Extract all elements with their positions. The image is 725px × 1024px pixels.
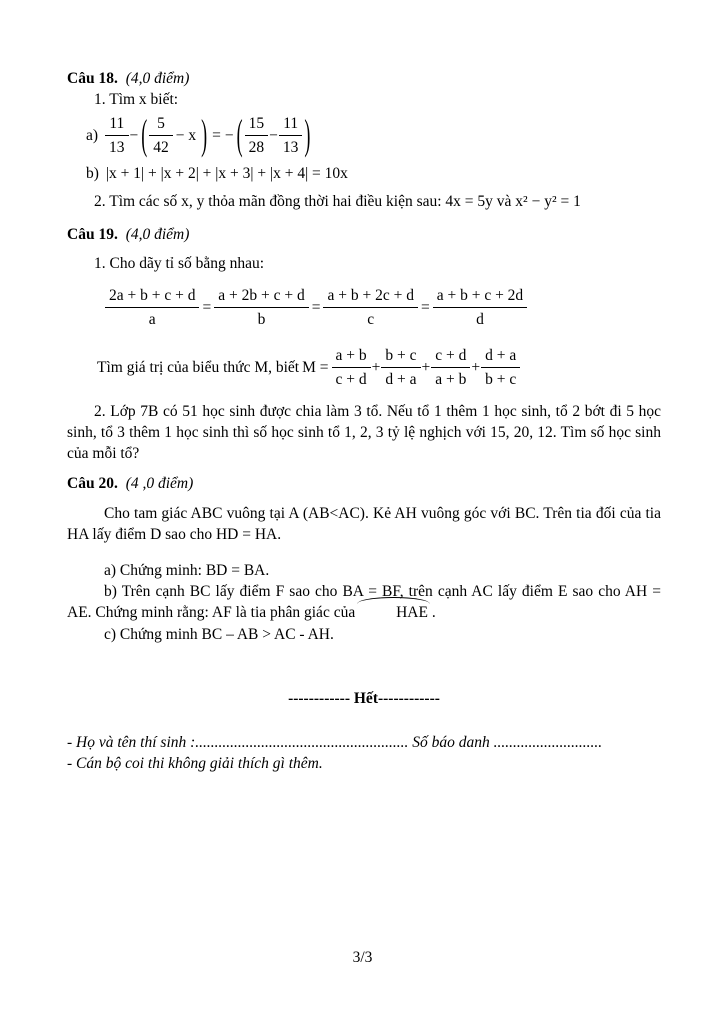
- fraction-denominator: b + c: [485, 371, 517, 388]
- left-parenthesis: (: [236, 110, 243, 158]
- question-19-points: (4,0 điểm): [125, 226, 190, 243]
- right-parenthesis: ): [304, 110, 311, 158]
- angle-hae: HAE: [359, 602, 428, 623]
- fraction: [214, 285, 308, 330]
- fraction: [381, 345, 420, 390]
- fraction-denominator: b: [257, 311, 266, 328]
- question-20-intro: Cho tam giác ABC vuông tại A (AB<AC). Kẻ AH vuông góc với BC. Trên tia đối của tia HA lấy điểm D sao cho HD = HA.: [67, 505, 661, 543]
- fraction: [105, 285, 199, 330]
- m-line-prefix: Tìm giá trị của biểu thức M, biết: [97, 359, 300, 376]
- fraction-denominator: d + a: [385, 371, 417, 388]
- proctor-note-line: - Cán bộ coi thi không giải thích gì thêm.: [67, 755, 323, 772]
- fraction: [481, 345, 520, 390]
- question-19-item-1: 1. Cho dãy tỉ số bằng nhau:: [94, 255, 265, 272]
- fraction-denominator: a + b: [435, 371, 467, 388]
- fraction-denominator: 13: [282, 139, 299, 156]
- fraction-numerator: b + c: [381, 345, 420, 368]
- equation-label-b: b): [86, 165, 99, 182]
- question-18-item-2: 2. Tìm các số x, y thỏa mãn đồng thời hai điều kiện sau: 4x = 5y và x² − y² = 1: [94, 193, 581, 210]
- fraction-numerator: a + b + c + 2d: [433, 285, 527, 308]
- fraction-numerator: a + b + 2c + d: [323, 285, 417, 308]
- fraction-denominator: a: [148, 311, 156, 328]
- minus-x-term: − x: [175, 127, 197, 144]
- left-parenthesis: (: [141, 110, 148, 158]
- fraction-numerator: d + a: [481, 345, 520, 368]
- fraction-numerator: 11: [279, 113, 303, 136]
- fraction: [431, 345, 470, 390]
- question-18-number: Câu 18.: [67, 70, 118, 87]
- question-19-item-2: 2. Lớp 7B có 51 học sinh được chia làm 3 tổ. Nếu tổ 1 thêm 1 học sinh, tổ 2 bớt đi 5 học sinh, tổ 3 thêm 1 học sinh thì số học sinh tổ 1, 2, 3 tỷ lệ nghịch với 15, 20, 12. Tìm số học sinh của mỗi tổ?: [67, 403, 661, 462]
- fraction-denominator: c: [367, 311, 375, 328]
- fraction: [279, 113, 303, 158]
- question-19-number: Câu 19.: [67, 226, 118, 243]
- fraction: [433, 285, 527, 330]
- question-20-heading: [67, 473, 661, 494]
- equation-18-1a: [67, 110, 661, 158]
- fraction-numerator: c + d: [431, 345, 470, 368]
- equals-sign: =: [212, 127, 221, 144]
- equation-label-a: a): [86, 127, 99, 144]
- minus-sign: −: [129, 127, 139, 144]
- page-number: 3/3: [352, 949, 373, 966]
- question-20-number: Câu 20.: [67, 475, 118, 492]
- question-20-part-b: [67, 581, 661, 623]
- fraction: [323, 285, 417, 330]
- m-equals: M =: [302, 359, 329, 376]
- end-of-exam-marker: ------------ Hết------------: [288, 690, 440, 707]
- question-20-points: (4 ,0 điểm): [125, 475, 194, 492]
- plus-sign: +: [421, 359, 431, 376]
- part-b-text: b) Trên cạnh BC lấy điểm F sao cho BA = BF, trên cạnh AC lấy điểm E sao cho AH = AE. Chứng minh rằng: AF là tia phân giác của: [67, 583, 661, 621]
- fraction-denominator: d: [476, 311, 484, 328]
- fraction-numerator: a + 2b + c + d: [214, 285, 308, 308]
- fraction-denominator: 13: [109, 139, 125, 156]
- question-18-item-1: 1. Tìm x biết:: [94, 91, 179, 108]
- question-18-points: (4,0 điểm): [125, 70, 190, 87]
- minus-sign: −: [269, 127, 278, 144]
- fraction-denominator: 42: [153, 139, 169, 156]
- part-b-period: .: [427, 604, 436, 621]
- question-20-part-a: a) Chứng minh: BD = BA.: [104, 562, 270, 579]
- right-parenthesis: ): [201, 110, 208, 158]
- plus-sign: +: [471, 359, 481, 376]
- expression-m-line: [67, 345, 661, 390]
- fraction: [245, 113, 269, 158]
- question-19-heading: [67, 224, 661, 245]
- question-20-part-c: c) Chứng minh BC – AB > AC - AH.: [104, 626, 334, 643]
- fraction-numerator: 5: [149, 113, 173, 136]
- fraction-denominator: 28: [248, 139, 265, 156]
- candidate-name-line: - Họ và tên thí sinh :....................................................... Số báo danh ............................: [67, 734, 603, 751]
- question-18-heading: [67, 68, 661, 89]
- minus-sign: −: [224, 127, 234, 144]
- fraction: [105, 113, 129, 158]
- fraction-denominator: c + d: [335, 371, 367, 388]
- equation-18-1b: [67, 163, 661, 184]
- fraction-numerator: 11: [105, 113, 129, 136]
- fraction-numerator: 2a + b + c + d: [105, 285, 199, 308]
- equal-ratios-chain: [67, 285, 661, 330]
- fraction: [149, 113, 173, 158]
- equals-sign: =: [202, 299, 212, 316]
- equals-sign: =: [420, 299, 430, 316]
- fraction-numerator: 15: [245, 113, 269, 136]
- absolute-value-equation: |x + 1| + |x + 2| + |x + 3| + |x + 4| = 10x: [105, 165, 348, 182]
- fraction: [332, 345, 371, 390]
- plus-sign: +: [371, 359, 381, 376]
- equals-sign: =: [311, 299, 321, 316]
- fraction-numerator: a + b: [332, 345, 371, 368]
